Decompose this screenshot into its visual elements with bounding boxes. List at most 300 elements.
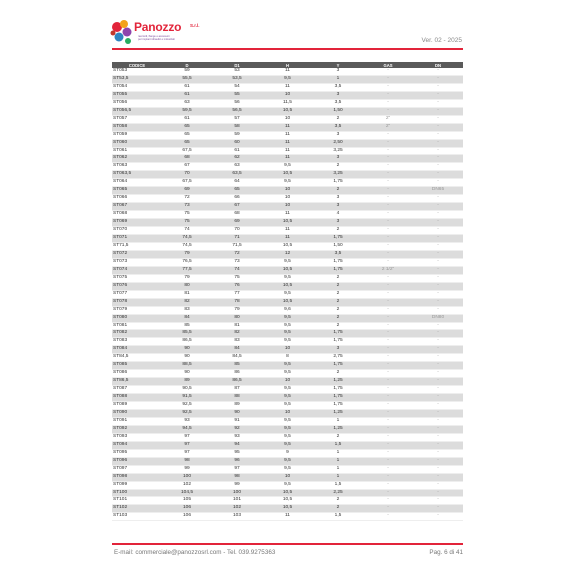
- table-row: [112, 298, 463, 306]
- cell-d1: 74: [212, 266, 262, 274]
- cell-codice: ST063: [112, 163, 162, 171]
- table-row: [112, 83, 463, 91]
- cell-gas: -: [363, 417, 413, 425]
- cell-codice: ST099: [112, 481, 162, 489]
- footer-contact: E-mail: commerciale@panozzosrl.com - Tel. 039.9275363: [114, 549, 276, 556]
- cell-d1: 103: [212, 513, 262, 521]
- cell-dn: -: [413, 425, 463, 433]
- cell-d1: 61: [212, 147, 262, 155]
- cell-d: 74,5: [162, 242, 212, 250]
- cell-dn: -: [413, 362, 463, 370]
- cell-d1: 56,5: [212, 107, 262, 115]
- cell-dn: -: [413, 107, 463, 115]
- cell-d1: 80: [212, 314, 262, 322]
- cell-d: 55,5: [162, 75, 212, 83]
- cell-h: 9,5: [262, 402, 313, 410]
- cell-dn: -: [413, 497, 463, 505]
- cell-dn: -: [413, 115, 463, 123]
- table-row: [112, 425, 463, 433]
- table-row: [112, 242, 463, 250]
- cell-dn: -: [413, 409, 463, 417]
- cell-codice: ST059: [112, 131, 162, 139]
- cell-d: 93: [162, 417, 212, 425]
- cell-y: 2: [313, 322, 363, 330]
- cell-y: 2: [313, 314, 363, 322]
- cell-h: 11: [262, 227, 313, 235]
- cell-h: 10: [262, 195, 313, 203]
- cell-dn: -: [413, 306, 463, 314]
- cell-gas: -: [363, 131, 413, 139]
- cell-d1: 91: [212, 417, 262, 425]
- cell-d: 94,5: [162, 425, 212, 433]
- cell-h: 9,5: [262, 163, 313, 171]
- cell-d: 85: [162, 322, 212, 330]
- cell-h: 9,5: [262, 274, 313, 282]
- cell-d1: 83: [212, 338, 262, 346]
- cell-gas: -: [363, 91, 413, 99]
- cell-codice: ST090: [112, 409, 162, 417]
- cell-codice: ST091: [112, 417, 162, 425]
- cell-dn: -: [413, 235, 463, 243]
- column-header-y: Y: [313, 62, 363, 68]
- cell-d: 97: [162, 433, 212, 441]
- cell-h: 10,5: [262, 282, 313, 290]
- cell-d: 70: [162, 171, 212, 179]
- cell-d: 92,5: [162, 409, 212, 417]
- cell-h: 9,5: [262, 322, 313, 330]
- cell-h: 9,5: [262, 425, 313, 433]
- cell-d1: 76: [212, 282, 262, 290]
- cell-codice: ST082: [112, 330, 162, 338]
- cell-h: 10: [262, 409, 313, 417]
- cell-d: 59,5: [162, 107, 212, 115]
- cell-dn: -: [413, 219, 463, 227]
- cell-gas: -: [363, 489, 413, 497]
- cell-y: 2: [313, 505, 363, 513]
- table-row: [112, 99, 463, 107]
- cell-d1: 98: [212, 473, 262, 481]
- cell-gas: -: [363, 235, 413, 243]
- table-row: [112, 394, 463, 402]
- cell-y: 1,25: [313, 425, 363, 433]
- cell-codice: ST081: [112, 322, 162, 330]
- cell-gas: -: [363, 473, 413, 481]
- cell-h: 10,5: [262, 242, 313, 250]
- cell-dn: -: [413, 83, 463, 91]
- cell-codice: ST092: [112, 425, 162, 433]
- cell-dn: -: [413, 402, 463, 410]
- cell-codice: ST84,5: [112, 354, 162, 362]
- cell-dn: -: [413, 211, 463, 219]
- cell-d: 90: [162, 346, 212, 354]
- table-row: [112, 378, 463, 386]
- cell-gas: -: [363, 139, 413, 147]
- cell-d: 73: [162, 203, 212, 211]
- cell-dn: -: [413, 346, 463, 354]
- cell-gas: -: [363, 171, 413, 179]
- cell-codice: ST53,5: [112, 75, 162, 83]
- cell-h: 10: [262, 115, 313, 123]
- table-row: [112, 457, 463, 465]
- cell-codice: ST058: [112, 123, 162, 131]
- cell-gas: -: [363, 99, 413, 107]
- cell-y: 3,25: [313, 171, 363, 179]
- cell-d1: 70: [212, 227, 262, 235]
- cell-h: 10,5: [262, 219, 313, 227]
- table-row: [112, 362, 463, 370]
- cell-dn: -: [413, 242, 463, 250]
- cell-dn: -: [413, 266, 463, 274]
- table-row: [112, 402, 463, 410]
- column-header-d: D: [162, 62, 212, 68]
- cell-gas: -: [363, 378, 413, 386]
- table-row: [112, 354, 463, 362]
- company-logo: [110, 18, 210, 48]
- table-row: [112, 147, 463, 155]
- cell-dn: -: [413, 505, 463, 513]
- cell-y: 2: [313, 298, 363, 306]
- table-row: [112, 250, 463, 258]
- cell-codice: ST102: [112, 505, 162, 513]
- table-row: [112, 370, 463, 378]
- cell-dn: -: [413, 68, 463, 75]
- cell-h: 10: [262, 203, 313, 211]
- cell-codice: ST065: [112, 187, 162, 195]
- cell-gas: -: [363, 211, 413, 219]
- cell-d1: 67: [212, 203, 262, 211]
- table-row: [112, 235, 463, 243]
- cell-h: 10,5: [262, 298, 313, 306]
- cell-d1: 102: [212, 505, 262, 513]
- cell-codice: ST086: [112, 370, 162, 378]
- cell-gas: -: [363, 338, 413, 346]
- cell-y: 1,25: [313, 409, 363, 417]
- cell-d: 68: [162, 155, 212, 163]
- cell-codice: ST074: [112, 266, 162, 274]
- cell-d1: 81: [212, 322, 262, 330]
- table-row: [112, 163, 463, 171]
- cell-codice: ST056,5: [112, 107, 162, 115]
- cell-y: 1,50: [313, 107, 363, 115]
- cell-h: 10,5: [262, 266, 313, 274]
- cell-y: 2: [313, 497, 363, 505]
- cell-dn: -: [413, 386, 463, 394]
- cell-dn: -: [413, 513, 463, 521]
- cell-d1: 56: [212, 99, 262, 107]
- cell-gas: -: [363, 441, 413, 449]
- table-row: [112, 274, 463, 282]
- table-row: [112, 139, 463, 147]
- cell-d1: 58: [212, 123, 262, 131]
- cell-codice: ST087: [112, 386, 162, 394]
- cell-gas: -: [363, 481, 413, 489]
- cell-d: 88,5: [162, 362, 212, 370]
- cell-y: 1: [313, 465, 363, 473]
- cell-d1: 90: [212, 409, 262, 417]
- cell-dn: -: [413, 131, 463, 139]
- product-table: [112, 62, 463, 521]
- cell-y: 3: [313, 203, 363, 211]
- cell-d: 105: [162, 497, 212, 505]
- cell-codice: ST056: [112, 99, 162, 107]
- cell-y: 1,5: [313, 481, 363, 489]
- cell-gas: -: [363, 68, 413, 75]
- cell-d: 89: [162, 378, 212, 386]
- cell-codice: ST055: [112, 91, 162, 99]
- cell-gas: -: [363, 290, 413, 298]
- cell-y: 3: [313, 91, 363, 99]
- table-row: [112, 290, 463, 298]
- cell-h: 10: [262, 346, 313, 354]
- table-row: [112, 195, 463, 203]
- cell-dn: -: [413, 250, 463, 258]
- cell-d: 80: [162, 282, 212, 290]
- cell-d1: 77: [212, 290, 262, 298]
- cell-codice: ST101: [112, 497, 162, 505]
- column-header-h: H: [262, 62, 313, 68]
- cell-y: 2: [313, 306, 363, 314]
- cell-d1: 85: [212, 362, 262, 370]
- cell-d: 98: [162, 457, 212, 465]
- cell-d: 61: [162, 91, 212, 99]
- cell-y: 3: [313, 68, 363, 75]
- cell-codice: ST097: [112, 465, 162, 473]
- cell-d1: 64: [212, 179, 262, 187]
- cell-d: 97: [162, 441, 212, 449]
- cell-gas: -: [363, 497, 413, 505]
- column-header-dn: DN: [413, 62, 463, 68]
- cell-dn: -: [413, 282, 463, 290]
- cell-d: 74,5: [162, 235, 212, 243]
- cell-y: 2: [313, 282, 363, 290]
- cell-y: 2: [313, 227, 363, 235]
- cell-gas: -: [363, 457, 413, 465]
- cell-y: 1,50: [313, 242, 363, 250]
- cell-codice: ST062: [112, 155, 162, 163]
- cell-d: 106: [162, 513, 212, 521]
- table-row: [112, 505, 463, 513]
- cell-d1: 54: [212, 83, 262, 91]
- cell-h: 10: [262, 91, 313, 99]
- cell-y: 1,75: [313, 179, 363, 187]
- cell-gas: -: [363, 187, 413, 195]
- table-row: [112, 155, 463, 163]
- cell-codice: ST095: [112, 449, 162, 457]
- cell-gas: -: [363, 394, 413, 402]
- cell-h: 10,5: [262, 497, 313, 505]
- cell-dn: DN65: [413, 187, 463, 195]
- cell-d: 75: [162, 211, 212, 219]
- cell-d1: 94: [212, 441, 262, 449]
- cell-y: 1,75: [313, 386, 363, 394]
- cell-gas: -: [363, 163, 413, 171]
- cell-y: 1,75: [313, 362, 363, 370]
- cell-d1: 86: [212, 370, 262, 378]
- cell-d: 67,5: [162, 147, 212, 155]
- cell-codice: ST069: [112, 219, 162, 227]
- cell-dn: -: [413, 322, 463, 330]
- cell-gas: -: [363, 402, 413, 410]
- cell-d1: 87: [212, 386, 262, 394]
- cell-dn: -: [413, 227, 463, 235]
- cell-h: 11: [262, 235, 313, 243]
- cell-y: 3,5: [313, 123, 363, 131]
- cell-dn: -: [413, 449, 463, 457]
- cell-dn: -: [413, 203, 463, 211]
- cell-gas: -: [363, 513, 413, 521]
- cell-h: 11: [262, 83, 313, 91]
- cell-gas: -: [363, 298, 413, 306]
- table-row: [112, 227, 463, 235]
- cell-y: 4: [313, 211, 363, 219]
- table-row: [112, 330, 463, 338]
- cell-codice: ST060: [112, 139, 162, 147]
- cell-d: 102: [162, 481, 212, 489]
- table-row: [112, 131, 463, 139]
- cell-d1: 65: [212, 187, 262, 195]
- cell-gas: -: [363, 250, 413, 258]
- cell-dn: -: [413, 489, 463, 497]
- cell-d1: 101: [212, 497, 262, 505]
- cell-codice: ST068: [112, 211, 162, 219]
- table-row: [112, 322, 463, 330]
- cell-d: 84: [162, 314, 212, 322]
- cell-d1: 62: [212, 155, 262, 163]
- table-row: [112, 314, 463, 322]
- cell-dn: -: [413, 274, 463, 282]
- brand-name: Panozzo: [134, 20, 182, 34]
- table-row: [112, 115, 463, 123]
- cell-gas: -: [363, 195, 413, 203]
- column-header-codice: CODICE: [112, 62, 162, 68]
- cell-codice: ST098: [112, 473, 162, 481]
- cell-h: 11: [262, 131, 313, 139]
- cell-gas: -: [363, 282, 413, 290]
- table-row: [112, 481, 463, 489]
- cell-gas: -: [363, 107, 413, 115]
- cell-d: 90: [162, 354, 212, 362]
- cell-y: 1,5: [313, 513, 363, 521]
- brand-tagline-line-1: raccordi, flange e accessori: [138, 35, 170, 38]
- cell-y: 3,5: [313, 83, 363, 91]
- cell-d: 106: [162, 505, 212, 513]
- table-row: [112, 409, 463, 417]
- cell-codice: ST073: [112, 258, 162, 266]
- column-header-d1: D1: [212, 62, 262, 68]
- cell-h: 11: [262, 68, 313, 75]
- cell-d1: 88: [212, 394, 262, 402]
- cell-codice: ST103: [112, 513, 162, 521]
- table-row: [112, 282, 463, 290]
- cell-d: 79: [162, 274, 212, 282]
- cell-y: 3: [313, 131, 363, 139]
- cell-d1: 97: [212, 465, 262, 473]
- cell-y: 2: [313, 433, 363, 441]
- cell-h: 9,5: [262, 433, 313, 441]
- table-row: [112, 171, 463, 179]
- table-row: [112, 465, 463, 473]
- cell-h: 9: [262, 449, 313, 457]
- table-row: [112, 68, 463, 75]
- cell-h: 11: [262, 211, 313, 219]
- cell-y: 3,25: [313, 147, 363, 155]
- cell-dn: -: [413, 441, 463, 449]
- cell-y: 2,50: [313, 139, 363, 147]
- cell-dn: -: [413, 258, 463, 266]
- table-row: [112, 449, 463, 457]
- cell-d: 61: [162, 115, 212, 123]
- cell-d: 85,5: [162, 330, 212, 338]
- cell-y: 3: [313, 219, 363, 227]
- column-header-gas: GAS: [363, 62, 413, 68]
- table-row: [112, 513, 463, 521]
- cell-gas: 2": [363, 115, 413, 123]
- cell-h: 9,5: [262, 465, 313, 473]
- table-row: [112, 497, 463, 505]
- cell-codice: ST079: [112, 306, 162, 314]
- cell-dn: -: [413, 139, 463, 147]
- cell-d: 72: [162, 195, 212, 203]
- cell-dn: -: [413, 465, 463, 473]
- cell-d1: 72: [212, 250, 262, 258]
- cell-d1: 68: [212, 211, 262, 219]
- cell-h: 9,5: [262, 441, 313, 449]
- table-row: [112, 433, 463, 441]
- cell-h: 9,5: [262, 338, 313, 346]
- cell-gas: -: [363, 362, 413, 370]
- cell-d: 99: [162, 465, 212, 473]
- cell-h: 9,5: [262, 179, 313, 187]
- cell-d: 86,5: [162, 338, 212, 346]
- cell-y: 2,25: [313, 489, 363, 497]
- cell-y: 1,75: [313, 402, 363, 410]
- cell-codice: ST061: [112, 147, 162, 155]
- cell-dn: -: [413, 99, 463, 107]
- cell-h: 10,5: [262, 505, 313, 513]
- cell-gas: -: [363, 346, 413, 354]
- cell-codice: ST072: [112, 250, 162, 258]
- cell-h: 9,5: [262, 330, 313, 338]
- cell-d1: 99: [212, 481, 262, 489]
- cell-d1: 78: [212, 298, 262, 306]
- cell-codice: ST86,5: [112, 378, 162, 386]
- cell-gas: -: [363, 449, 413, 457]
- cell-y: 1,5: [313, 441, 363, 449]
- cell-dn: -: [413, 179, 463, 187]
- cell-d: 104,5: [162, 489, 212, 497]
- cell-d1: 86,5: [212, 378, 262, 386]
- cell-gas: -: [363, 465, 413, 473]
- cell-gas: -: [363, 425, 413, 433]
- cell-d1: 95: [212, 449, 262, 457]
- cell-d1: 66: [212, 195, 262, 203]
- cell-codice: ST093: [112, 433, 162, 441]
- cell-codice: ST066: [112, 195, 162, 203]
- cell-d: 90,5: [162, 386, 212, 394]
- cell-dn: -: [413, 473, 463, 481]
- cell-h: 10,5: [262, 107, 313, 115]
- cell-d1: 53,5: [212, 75, 262, 83]
- cell-h: 11: [262, 147, 313, 155]
- table-row: [112, 179, 463, 187]
- header-divider: [112, 48, 463, 50]
- cell-d1: 57: [212, 115, 262, 123]
- cell-d: 59: [162, 68, 212, 75]
- cell-d1: 53: [212, 68, 262, 75]
- cell-y: 1,75: [313, 338, 363, 346]
- cell-y: 1,75: [313, 330, 363, 338]
- cell-d1: 71: [212, 235, 262, 243]
